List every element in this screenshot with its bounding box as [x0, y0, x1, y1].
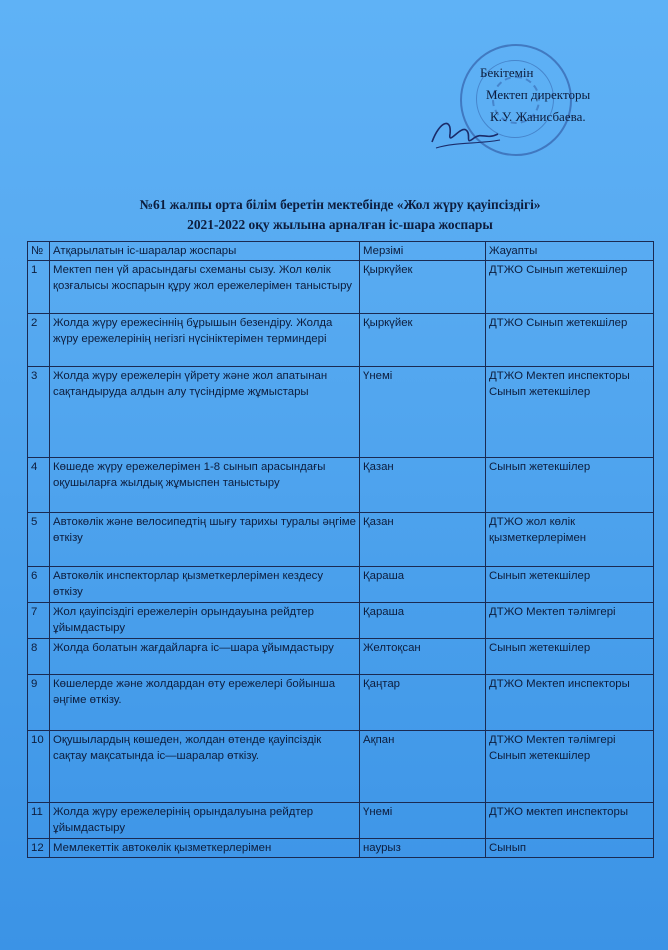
row-activity: Мемлекеттік автокөлік қызметкерлерімен — [50, 839, 360, 858]
row-responsible: Сынып жетекшілер — [486, 458, 654, 513]
row-responsible: Сынып жетекшілер — [486, 567, 654, 603]
approval-line-2: Мектеп директоры — [486, 87, 591, 102]
row-term: Қаңтар — [360, 675, 486, 731]
row-responsible: ДТЖО жол көлік қызметкерлерімен — [486, 513, 654, 567]
row-term: Қыркүйек — [360, 314, 486, 367]
row-number: 9 — [28, 675, 50, 731]
row-number: 8 — [28, 639, 50, 675]
table-row — [28, 639, 654, 675]
row-term: Ақпан — [360, 731, 486, 803]
row-term: Қараша — [360, 567, 486, 603]
row-responsible: Сынып жетекшілер — [486, 639, 654, 675]
row-responsible: ДТЖО Мектеп тәлімгері Сынып жетекшілер — [486, 731, 654, 803]
row-term: Қазан — [360, 513, 486, 567]
row-activity: Жолда жүру ережелерінің орындалуына рейдтер ұйымдастыру — [50, 803, 360, 839]
document-title — [60, 195, 620, 235]
row-number: 12 — [28, 839, 50, 858]
header-number: № — [28, 242, 50, 261]
row-responsible: ДТЖО Сынып жетекшілер — [486, 261, 654, 314]
row-activity: Автокөлік және велосипедтің шығу тарихы туралы әңгіме өткізу — [50, 513, 360, 567]
row-responsible: ДТЖО Сынып жетекшілер — [486, 314, 654, 367]
approval-line-3: К.У. Жанисбаева. — [490, 109, 586, 124]
events-plan-table — [27, 241, 654, 858]
header-activity: Атқарылатын іс-шаралар жоспары — [50, 242, 360, 261]
table-row — [28, 513, 654, 567]
table-row — [28, 458, 654, 513]
row-term: Үнемі — [360, 803, 486, 839]
table-row — [28, 603, 654, 639]
row-term: Үнемі — [360, 367, 486, 458]
row-term: наурыз — [360, 839, 486, 858]
row-term: Желтоқсан — [360, 639, 486, 675]
row-activity: Мектеп пен үй арасындағы схеманы сызу. Жол көлік қозғалысы жоспарын құру жол ережелерімен таныстыру — [50, 261, 360, 314]
table-row — [28, 367, 654, 458]
row-activity: Көшелерде және жолдардан өту ережелері бойынша әңгіме өткізу. — [50, 675, 360, 731]
header-responsible: Жауапты — [486, 242, 654, 261]
header-term: Мерзімі — [360, 242, 486, 261]
row-activity: Жол қауіпсіздігі ережелерін орындауына рейдтер ұйымдастыру — [50, 603, 360, 639]
row-number: 5 — [28, 513, 50, 567]
row-activity: Жолда болатын жағдайларға іс—шара ұйымдастыру — [50, 639, 360, 675]
row-number: 7 — [28, 603, 50, 639]
table-row — [28, 731, 654, 803]
row-activity: Көшеде жүру ережелерімен 1-8 сынып арасындағы оқушыларға жылдық жұмыспен таныстыру — [50, 458, 360, 513]
row-activity: Жолда жүру ережелерін үйрету және жол апатынан сақтандыруда алдын алу түсіндірме жұмыстары — [50, 367, 360, 458]
title-line-2: 2021-2022 оқу жылына арналған іс-шара жоспары — [187, 217, 493, 232]
row-number: 3 — [28, 367, 50, 458]
row-term: Қараша — [360, 603, 486, 639]
row-number: 10 — [28, 731, 50, 803]
table-row — [28, 314, 654, 367]
row-activity: Автокөлік инспекторлар қызметкерлерімен кездесу өткізу — [50, 567, 360, 603]
approval-line-1: Бекітемін — [480, 65, 534, 80]
row-responsible: Сынып — [486, 839, 654, 858]
row-number: 2 — [28, 314, 50, 367]
row-responsible: ДТЖО Мектеп тәлімгері — [486, 603, 654, 639]
row-number: 1 — [28, 261, 50, 314]
title-line-1: №61 жалпы орта білім беретін мектебінде «Жол жүру қауіпсіздігі» — [139, 197, 541, 212]
row-responsible: ДТЖО мектеп инспекторы — [486, 803, 654, 839]
table-row — [28, 675, 654, 731]
table-row — [28, 261, 654, 314]
row-responsible: ДТЖО Мектеп инспекторы — [486, 675, 654, 731]
row-term: Қазан — [360, 458, 486, 513]
row-term: Қыркүйек — [360, 261, 486, 314]
row-number: 4 — [28, 458, 50, 513]
table-row — [28, 803, 654, 839]
row-responsible: ДТЖО Мектеп инспекторы Сынып жетекшілер — [486, 367, 654, 458]
director-signature — [426, 112, 506, 156]
row-number: 6 — [28, 567, 50, 603]
row-activity: Оқушылардың көшеден, жолдан өтенде қауіпсіздік сақтау мақсатында іс—шаралар өткізу. — [50, 731, 360, 803]
table-row — [28, 567, 654, 603]
row-activity: Жолда жүру ережесіннің бұрышын безендіру. Жолда жүру ережелерінің негізгі нүсініктерімен терминдері — [50, 314, 360, 367]
row-number: 11 — [28, 803, 50, 839]
table-header-row — [28, 242, 654, 261]
table-row — [28, 839, 654, 858]
